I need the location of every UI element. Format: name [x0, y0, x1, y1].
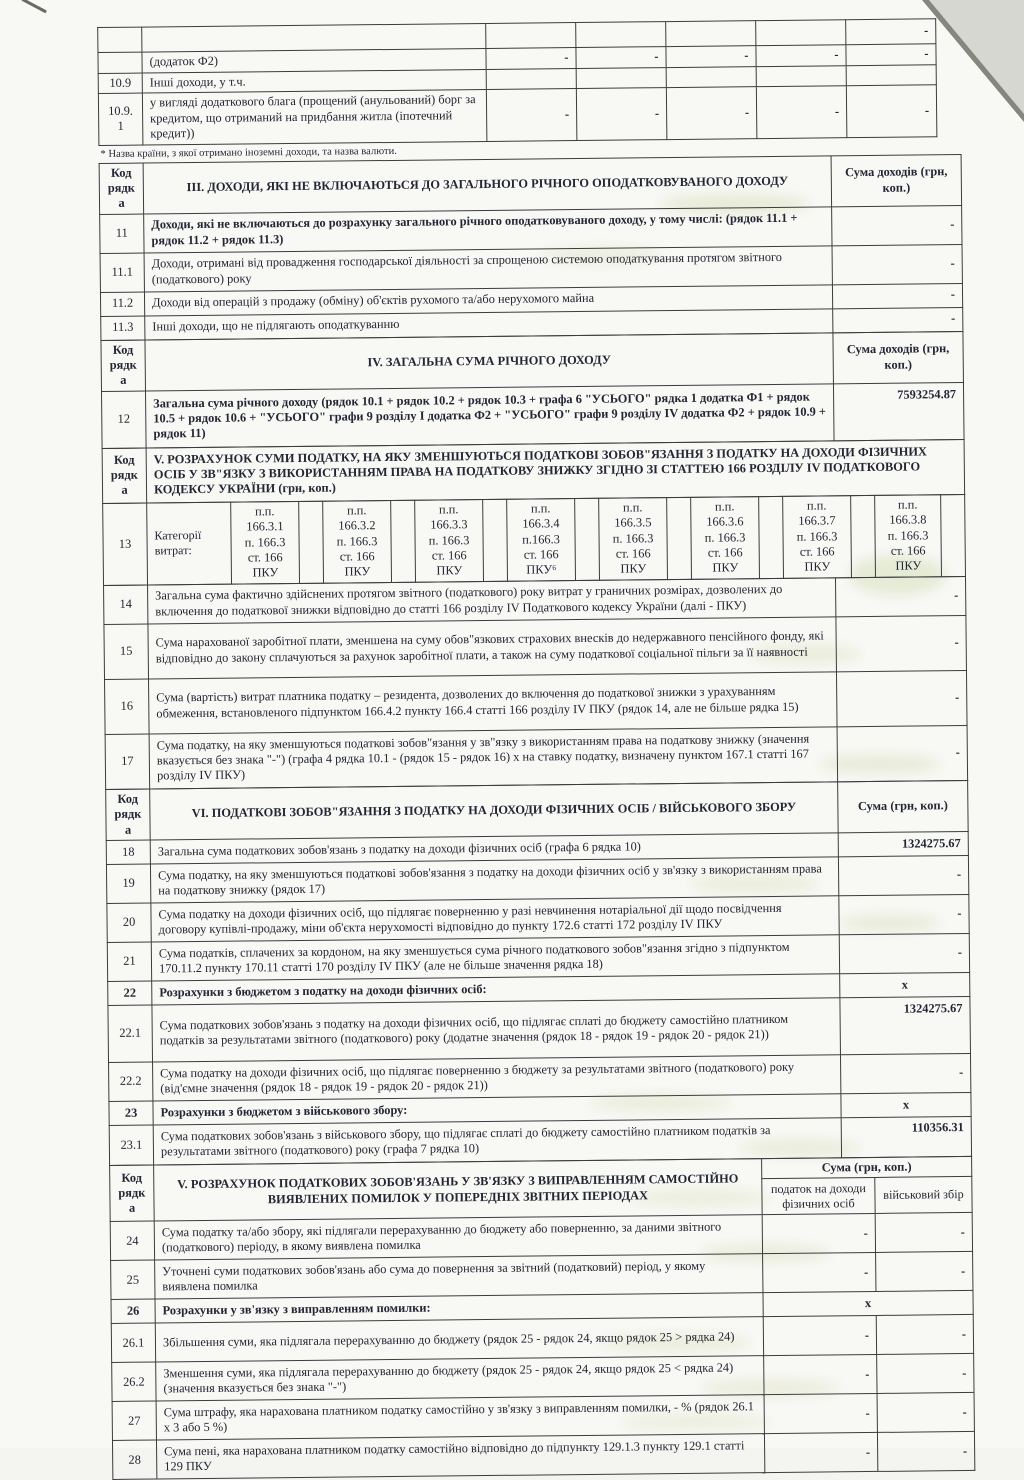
row-desc: Збільшення суми, яка підлягала перерахуванню до бюджету (рядок 25 - рядок 24, якщо рядок 25 > рядка 24) [155, 1317, 763, 1362]
row-value [756, 20, 846, 46]
row-value [486, 69, 576, 90]
table-row [101, 382, 964, 448]
row-desc: Сума штрафу, яка нарахована платником податку самостійно у зв'язку з виправленням помилки, - % (рядок 26.1 х 3 або 5 %) [156, 1395, 764, 1440]
expense-categories-label: Категорії витрат: [147, 502, 232, 585]
row-code: 28 [112, 1440, 156, 1479]
row-value [666, 21, 756, 47]
row-value: - [756, 86, 847, 138]
row-code: 12 [101, 391, 146, 448]
row-desc: Сума податкових зобов'язань з податку на доходи фізичних осіб, що підлягає сплаті до бюджету самостійно платником податків за результатами звітного (податкового) року (додатне значення (рядок 18 - рядок 19 - рядок 20 - рядок 21)) [152, 998, 841, 1062]
expense-categories-table [102, 494, 966, 586]
row-value: - [877, 1432, 974, 1472]
category-label: п.п. 166.3.6 п. 166.3 ст. 166 ПКУ [691, 496, 760, 579]
row-code: 18 [106, 840, 150, 864]
row-value: - [875, 1213, 972, 1253]
table-row [102, 439, 965, 503]
row-code: 26.1 [111, 1323, 155, 1362]
category-label: п.п. 166.3.1 п. 166.3 ст. 166 ПКУ [231, 501, 300, 584]
row-value: - [836, 615, 967, 671]
section-vi-sum-header: Сума (грн, коп.) [838, 780, 969, 832]
row-desc: Сума податку на доходи фізичних осіб, що підлягає поверненню у разі невчинення нотаріальної дії щодо посвідчення договору купівлі-продажу, міни об'єкта нерухомості відповідно до пункту 172.6 статті 172 розділу IV ПКУ [151, 896, 839, 942]
row-code: 20 [107, 903, 151, 942]
section-iii-table [99, 153, 964, 340]
row-value: - [486, 89, 577, 141]
row-value: - [576, 47, 666, 69]
row-code: 19 [106, 864, 150, 903]
code-col-header: Код рядка [99, 163, 144, 215]
row-value: х [840, 972, 970, 997]
row-code [98, 52, 142, 73]
category-label: п.п. 166.3.2 п. 166.3 ст. 166 ПКУ [323, 500, 392, 583]
row-code: 11.3 [101, 316, 145, 340]
row-desc: Сума податку, на яку зменшуються податкові зобов'язання з податку на доходи фізичних осіб у зв'язку з використанням права на податкову знижку (рядок 17) [150, 857, 838, 903]
column-header-pdfo: податок на доходи фізичних осіб [762, 1178, 875, 1215]
section-v2-title: V. РОЗРАХУНОК ПОДАТКОВИХ ЗОБОВ'ЯЗАНЬ У ЗВ'ЯЗКУ З ВИПРАВЛЕННЯМ САМОСТІЙНО ВИЯВЛЕНИХ ПОМИЛОК У ПОПЕРЕДНІХ ЗВІТНИХ ПЕРІОДАХ [154, 1159, 763, 1222]
row-value: х [841, 1092, 971, 1117]
page-corner-fold-inner [929, 0, 1024, 114]
row-value: - [846, 85, 937, 137]
row-desc: у вигляді додаткового блага (прощений (анульований) борг за кредитом, що отриманий на придбання житла (іпотечний кредит)) [142, 90, 487, 145]
table-row [105, 670, 968, 734]
row-value: - [666, 87, 757, 139]
row-value: - [877, 1354, 974, 1394]
row-value: - [763, 1316, 876, 1356]
category-checkbox [391, 500, 416, 582]
row-code: 10.9.1 [98, 93, 143, 145]
row-value: - [877, 1393, 974, 1433]
footnote: * Назва країни, з якої отримано іноземні доходи, та назва валюти. [100, 145, 397, 160]
row-code: 25 [111, 1260, 155, 1299]
section-vi-table [105, 780, 972, 1166]
row-desc: Сума (вартість) витрат платника податку – резидента, дозволених до включення до податкової знижки з урахуванням обмеження, встановленого підпунктом 166.4.2 пункту 166.4 статті 166 розділу IV ПКУ (рядок 14, але не більше рядка 15) [149, 672, 838, 734]
row-value: - [839, 894, 969, 934]
table-row [99, 154, 961, 214]
section-v2-sum-header: Сума (грн, коп.) [762, 1156, 972, 1179]
row-value: 1324275.67 [840, 996, 971, 1054]
row-desc: Сума пені, яка нарахована платником податку самостійно відповідно до підпункту 129.1.3 пункту 129.1 статті 129 ПКУ [156, 1434, 764, 1479]
row-code: 11 [100, 214, 144, 253]
row-value: - [840, 1053, 970, 1093]
row-code: 26 [111, 1299, 155, 1323]
category-checkbox [483, 499, 508, 581]
row-desc: Розрахунки з бюджетом з податку на доходи фізичних осіб: [152, 974, 840, 1005]
row-code: 24 [110, 1221, 154, 1260]
row-value: х [763, 1291, 973, 1317]
category-checkbox [575, 498, 600, 580]
row-value: - [764, 1433, 877, 1473]
code-col-header: Код рядка [101, 340, 146, 392]
row-desc: Загальна сума річного доходу (рядок 10.1 + рядок 10.2 + рядок 10.3 + графа 6 "УСЬОГО" рядка 1 додатка Ф1 + рядок 10.5 + рядок 10.6 + "УСЬОГО" графи 9 розділу І додатка Ф2 + "УСЬОГО" графи 9 розділу IV додатка Ф2 + рядок 10.9 + рядок 11) [145, 384, 834, 448]
row-value [756, 66, 846, 87]
table-row [104, 615, 967, 679]
code-col-header: Код рядка [102, 448, 147, 503]
row-value [666, 67, 756, 88]
row-code: 10.9 [98, 73, 142, 94]
row-code: 14 [104, 585, 148, 624]
table-row [108, 996, 971, 1062]
table-row [103, 494, 966, 585]
row-desc: Доходи від операцій з продажу (обміну) об'єктів рухомого та/або нерухомого майна [144, 284, 832, 315]
row-code: 22.2 [109, 1062, 153, 1101]
row-value: - [836, 670, 967, 726]
category-checkbox [667, 497, 692, 579]
row-value [576, 22, 666, 48]
row-desc: Уточнені суми податкових зобов'язань або сума до повернення за звітний (податковий) період, у якому виявлена помилка [155, 1254, 763, 1299]
row-desc: Сума податку на доходи фізичних осіб, що підлягає поверненню з бюджету за результатами звітного (податкового) року (від'ємне значення (рядок 18 - рядок 19 - рядок 20 - рядок 21)) [153, 1055, 841, 1101]
table-row [98, 85, 936, 145]
row-value: - [832, 244, 962, 284]
table-row [101, 331, 963, 391]
section-iv-title: IV. ЗАГАЛЬНА СУМА РІЧНОГО ДОХОДУ [145, 332, 833, 390]
row-value: - [762, 1214, 875, 1254]
row-value: 1324275.67 [838, 831, 968, 856]
row-desc: Інші доходи, що не підлягають оподаткуванню [145, 308, 833, 339]
section-iv-table [100, 331, 964, 449]
row-desc: Розрахунки з бюджетом з військового збору: [153, 1094, 841, 1125]
row-value: - [764, 1355, 877, 1395]
row-desc: Загальна сума фактично здійснених протягом звітного (податкового) року витрат у граничних розмірах, дозволених до включення до податкової знижки відповідно до статті 166 розділу IV Податкового кодексу України (далі - ПКУ) [148, 578, 836, 624]
row-code: 17 [105, 734, 150, 789]
section-iv-sum-header: Сума доходів (грн, коп.) [833, 331, 964, 383]
section-v-header-table [102, 439, 966, 504]
section-vi-title: VI. ПОДАТКОВІ ЗОБОВ"ЯЗАННЯ З ПОДАТКУ НА ДОХОДИ ФІЗИЧНИХ ОСІБ / ВІЙСЬКОВОГО ЗБОРУ [150, 782, 838, 840]
row-desc: Доходи, які не включаються до розрахунку загального річного оподатковуваного доходу, у тому числі: (рядок 11.1 + рядок 11.2 + рядок 11.3) [144, 206, 832, 252]
row-value: - [837, 725, 968, 781]
row-code: 11.2 [100, 292, 144, 316]
column-header-military: військовий збір [875, 1177, 972, 1214]
row-value: - [666, 46, 756, 68]
category-label: п.п. 166.3.8 п. 166.3 ст. 166 ПКУ [875, 494, 942, 577]
row-code [98, 27, 142, 52]
category-label: п.п. 166.3.5 п. 166.3 ст. 166 ПКУ [599, 497, 668, 580]
row-desc [142, 23, 486, 52]
code-col-header: Код рядка [110, 1165, 155, 1222]
category-checkbox [941, 494, 966, 576]
row-value: - [839, 933, 969, 973]
category-label: п.п. 166.3.4 п.166.3 ст. 166 ПКУ⁶ [507, 498, 576, 581]
row-code: 11.1 [100, 253, 144, 292]
row-code: 15 [104, 624, 149, 679]
section-v-corrections-table [109, 1156, 975, 1480]
category-checkbox [851, 495, 876, 577]
row-code: 23.1 [109, 1125, 153, 1165]
row-desc: Доходи, отримані від провадження господарської діяльності за спрощеною системою оподаткування протягом звітного (податкового) року [144, 245, 832, 291]
row-desc: Сума податку та/або збору, які підлягали перерахуванню до бюджету або поверненню, за даними звітного (податкового) періоду, в якому виявлена помилка [154, 1215, 762, 1260]
row-desc: Сума податкових зобов'язань з військового збору, що підлягає сплаті до бюджету самостійно платником податків за результатами звітного (податкового) року (графа 7 рядка 10) [153, 1118, 841, 1165]
table-row [112, 1432, 974, 1480]
section-v-rows-table [103, 576, 968, 790]
row-value [576, 68, 666, 89]
tax-declaration-form [97, 19, 974, 1480]
category-label: п.п. 166.3.7 п. 166.3 ст. 166 ПКУ [783, 495, 852, 578]
row-desc: Загальна сума податкових зобов'язань з податку на доходи фізичних осіб (графа 6 рядка 10) [150, 833, 838, 864]
category-label: п.п. 166.3.3 п. 166.3 ст. 166 ПКУ [415, 499, 484, 582]
row-desc: Зменшення суми, яка підлягала перерахуванню до бюджету (рядок 25 - рядок 24, якщо рядок 25 < рядка 24) (значення вказується без знака "-") [156, 1356, 764, 1401]
row-value: - [832, 283, 962, 308]
income-table-fragment [97, 18, 937, 145]
row-value: - [756, 45, 846, 67]
row-code: 16 [105, 679, 150, 734]
row-value: - [835, 576, 965, 616]
row-value: - [846, 19, 936, 45]
category-checkbox [759, 496, 784, 578]
row-value: - [763, 1253, 876, 1293]
row-value: - [486, 48, 576, 70]
row-code: 13 [103, 503, 148, 585]
row-value: - [876, 1315, 973, 1355]
row-desc: Сума податків, сплачених за кордоном, на яку зменшується сума річного податкового зобов"язання згідно з підпунктом 170.11.2 пункту 170.11 статті 170 розділу IV ПКУ (але не більше значення рядка 18) [151, 935, 839, 981]
row-desc: Сума нарахованої заробітної плати, зменшена на суму обов"язкових страхових внесків до недержавного пенсійного фонду, які відповідно до закону сплачуються за рахунок заробітної плати, а також на суму податкової соціальної пільги за її наявності [148, 617, 837, 679]
row-value: - [832, 205, 962, 245]
row-code: 21 [107, 942, 151, 981]
row-code: 27 [112, 1401, 156, 1440]
row-value: - [764, 1394, 877, 1434]
row-value: - [876, 1252, 973, 1292]
row-desc: (додаток Ф2) [142, 48, 486, 73]
section-iii-title: ІІІ. ДОХОДИ, ЯКІ НЕ ВКЛЮЧАЮТЬСЯ ДО ЗАГАЛЬНОГО РІЧНОГО ОПОДАТКОВУВАНОГО ДОХОДУ [143, 155, 831, 213]
section-v-title: V. РОЗРАХУНОК СУМИ ПОДАТКУ, НА ЯКУ ЗМЕНШУЮТЬСЯ ПОДАТКОВІ ЗОБОВ"ЯЗАННЯ З ПОДАТКУ НА ДОХОДИ ФІЗИЧНИХ ОСІБ У ЗВ"ЯЗКУ З ВИКОРИСТАННЯМ ПРАВА НА ПОДАТКОВУ ЗНИЖКУ ЗГІДНО ЗІ СТАТТЕЮ 166 РОЗДІЛУ IV ПОДАТКОВОГО КОДЕКСУ УКРАЇНИ (грн, коп.) [146, 439, 965, 503]
row-value: - [833, 307, 963, 332]
row-code: 26.2 [112, 1362, 156, 1401]
row-desc: Сума податку, на яку зменшуються податкові зобов"язання у зв"язку з використанням права на податкову знижку (значення вказується без знака "-") (графа 4 рядка 10.1 - (рядок 15 - рядок 16) х на ставку податку, визначену пунктом 167.1 статті 167 розділу IV ПКУ) [149, 727, 838, 789]
row-code: 22.1 [108, 1005, 153, 1062]
row-value: 110356.31 [841, 1116, 971, 1157]
row-value: - [846, 44, 936, 66]
code-col-header: Код рядка [106, 789, 151, 841]
row-value: - [838, 855, 968, 895]
row-code: 22 [108, 981, 152, 1005]
row-value: 7593254.87 [833, 382, 964, 440]
section-iii-sum-header: Сума доходів (грн, коп.) [831, 154, 962, 206]
row-desc: Розрахунки у зв'язку з виправленням помилки: [155, 1293, 763, 1323]
row-code: 23 [109, 1101, 153, 1125]
table-row [106, 780, 968, 840]
row-value [486, 23, 576, 49]
category-checkbox [299, 501, 324, 583]
row-value: - [576, 88, 667, 140]
row-desc: Інші доходи, у т.ч. [142, 69, 486, 93]
table-row [105, 725, 968, 789]
